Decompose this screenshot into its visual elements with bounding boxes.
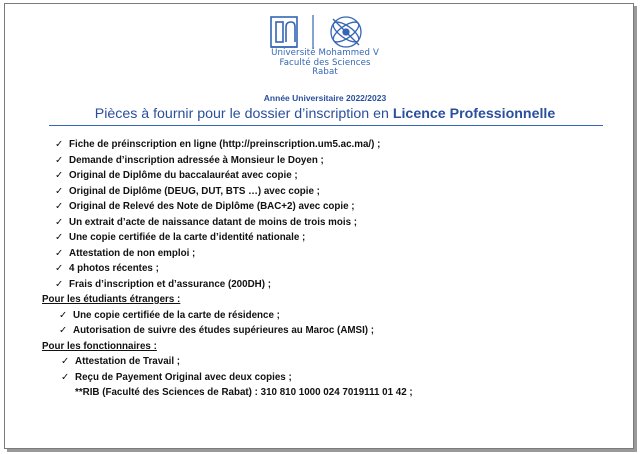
list-item: ✓ Une copie certifiée de la carte d’identité nationale ; — [55, 232, 306, 243]
university-name: Université Mohammed V — [271, 48, 379, 58]
list-item: ✓ Frais d’inscription et d’assurance (200DH) ; — [55, 278, 271, 290]
university-emblem-icon — [271, 17, 297, 47]
list-item: ✓ Original de Diplôme (DEUG, DUT, BTS …) avec copie ; — [55, 185, 320, 197]
list-item: ✓ Attestation de non emploi ; — [55, 247, 196, 259]
check-icon: ✓ — [55, 139, 64, 150]
document-page — [4, 3, 634, 449]
check-icon: ✓ — [55, 170, 64, 181]
rib-note: **RIB (Faculté des Sciences de Rabat) : 310 810 1000 024 7019111 01 42 ; — [75, 387, 413, 398]
check-icon: ✓ — [55, 232, 64, 243]
faculty-name: Faculté des Sciences — [279, 57, 371, 68]
check-icon: ✓ — [55, 216, 64, 228]
city-name: Rabat — [312, 67, 338, 77]
check-icon: ✓ — [59, 325, 68, 336]
list-item: ✓ Demande d’inscription adressée à Monsieur le Doyen ; — [55, 154, 324, 166]
check-icon: ✓ — [55, 185, 64, 197]
list-item: ✓ Original de Relevé des Note de Diplôme (BAC+2) avec copie ; — [55, 201, 355, 212]
check-icon: ✓ — [55, 201, 64, 212]
list-item: ✓ 4 photos récentes ; — [55, 263, 159, 274]
page-title — [25, 106, 625, 122]
foreign-students-heading: Pour les étudiants étrangers : — [42, 294, 181, 305]
university-name-block — [235, 49, 415, 78]
civil-servants-heading: Pour les fonctionnaires : — [42, 340, 157, 352]
check-icon: ✓ — [55, 263, 64, 274]
check-icon: ✓ — [61, 356, 70, 367]
university-logos — [269, 13, 379, 51]
list-item: ✓ Attestation de Travail ; — [61, 356, 181, 367]
list-item: ✓ Fiche de préinscription en ligne (http://preinscription.um5.ac.ma/) ; — [55, 139, 381, 150]
check-icon: ✓ — [59, 309, 68, 321]
list-item: ✓ Une copie certifiée de la carte de résidence ; — [59, 309, 280, 321]
title-prefix: Pièces à fournir pour le dossier d’inscription en — [94, 106, 393, 122]
list-item: ✓ Autorisation de suivre des études supérieures au Maroc (AMSI) ; — [59, 325, 375, 336]
academic-year: Année Universitaire 2022/2023 — [263, 93, 387, 103]
check-icon: ✓ — [61, 371, 70, 383]
list-item: ✓ Un extrait d’acte de naissance datant de moins de trois mois ; — [55, 216, 357, 228]
check-icon: ✓ — [55, 278, 64, 290]
title-emphasis: Licence Professionnelle — [392, 106, 556, 122]
faculty-atom-icon — [330, 17, 361, 47]
list-item: ✓ Original de Diplôme du baccalauréat avec copie ; — [55, 170, 298, 181]
list-item: ✓ Reçu de Payement Original avec deux copies ; — [61, 371, 292, 383]
check-icon: ✓ — [55, 154, 64, 166]
check-icon: ✓ — [55, 247, 64, 259]
title-underline — [49, 125, 603, 126]
